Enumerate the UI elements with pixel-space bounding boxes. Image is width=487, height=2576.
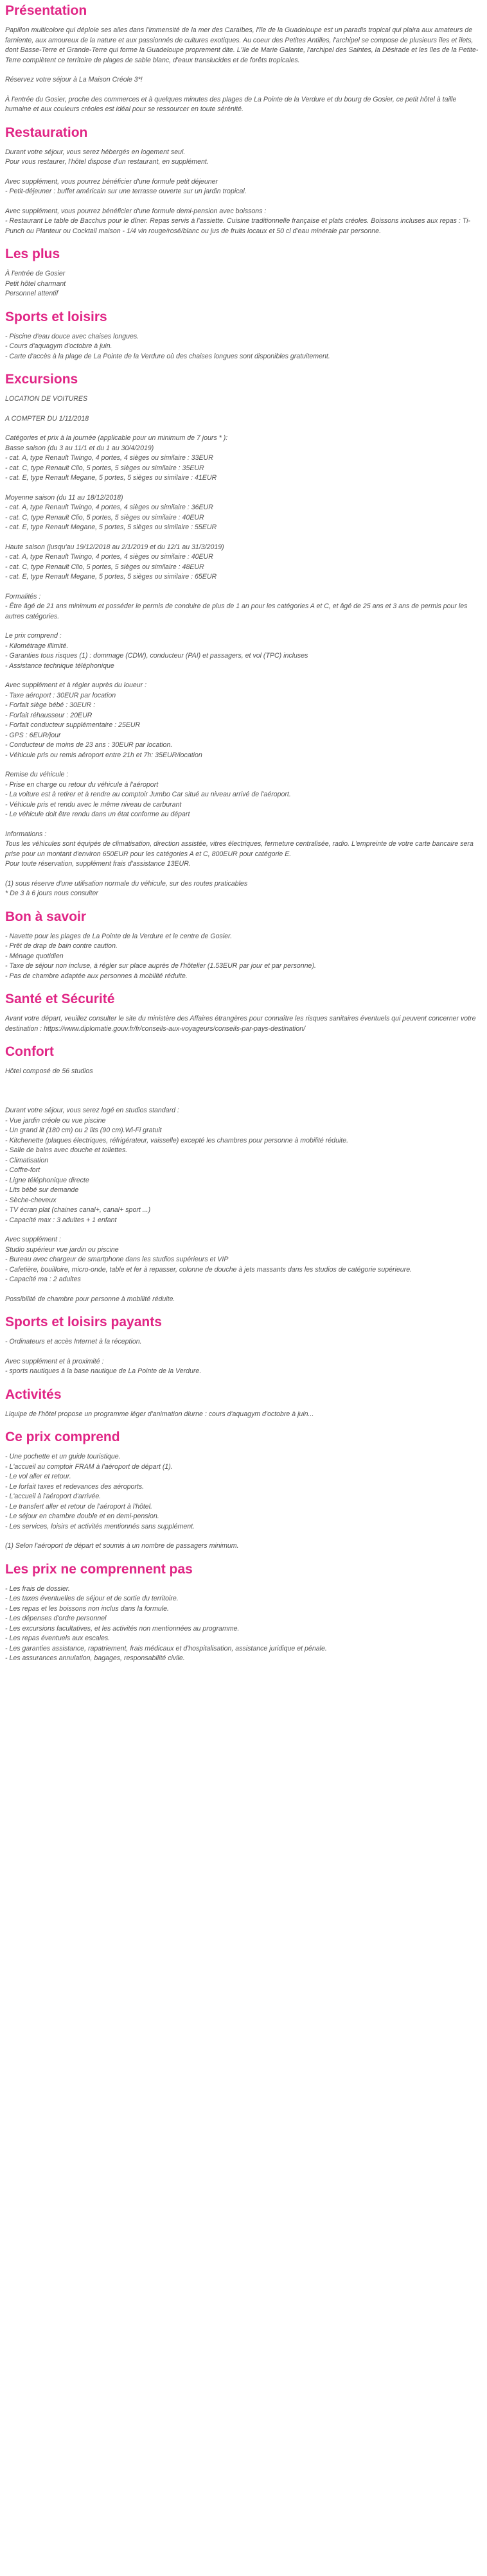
text-line: Studio supérieur vue jardin ou piscine: [5, 1245, 119, 1254]
section-title: Bon à savoir: [5, 909, 87, 924]
paragraph: [5, 543, 482, 583]
text-line: - Forfait réhausseur : 20EUR: [5, 711, 93, 719]
text-line: Personnel attentif: [5, 290, 58, 297]
text-line: - Sèche-cheveux: [5, 1196, 57, 1204]
paragraph: [5, 932, 482, 982]
text-line: - Les dépenses d'ordre personnel: [5, 1615, 107, 1622]
text-line: Tous les véhicules sont équipés de climatisation, direction assistée, vitres électriques, fermeture centralisée, radio. L'empreinte de votre carte bancaire sera prise pour un montant d'environ 650EUR pour les catégories A et C, 800EUR pour catégorie E.: [5, 840, 474, 858]
text-line: À l'entrée du Gosier, proche des commerces et à quelques minutes des plages de La Pointe de la Verdure et du bourg de Gosier, ce petit hôtel à taille humaine et aux couleurs créoles est idéal pour se ressourcer en toute sérénité.: [5, 95, 457, 113]
paragraph: [5, 1295, 482, 1305]
section-sante-et-securite: [5, 991, 482, 1034]
text-line: - cat. E, type Renault Megane, 5 portes, 5 sièges ou similaire : 41EUR: [5, 474, 217, 482]
text-line: - Climatisation: [5, 1156, 49, 1164]
section-title: Les prix ne comprennent pas: [5, 1561, 193, 1577]
section-title: Sports et loisirs: [5, 309, 107, 324]
text-line: Réservez votre séjour à La Maison Créole 3*!: [5, 76, 143, 83]
paragraph: [5, 1337, 482, 1347]
section-title: Sports et loisirs payants: [5, 1315, 162, 1329]
paragraph: [5, 75, 482, 85]
text-line: Avec supplément et à régler auprès du loueur :: [5, 681, 147, 689]
text-line: - Un grand lit (180 cm) ou 2 lits (90 cm).Wi-Fi gratuit: [5, 1126, 162, 1134]
text-line: * De 3 à 6 jours nous consulter: [5, 889, 98, 897]
text-line: - Le transfert aller et retour de l'aéroport à l'hôtel.: [5, 1502, 152, 1511]
text-line: - Ligne téléphonique directe: [5, 1176, 89, 1184]
text-line: - Le vol aller et retour.: [5, 1473, 71, 1480]
text-line: - L'accueil au comptoir FRAM à l'aéroport de départ (1).: [5, 1462, 173, 1471]
paragraph: [5, 269, 482, 299]
section-les-plus: [5, 246, 482, 299]
text-line: Hôtel composé de 56 studios: [5, 1067, 93, 1075]
text-line: - GPS : 6EUR/jour: [5, 731, 61, 739]
paragraph: [5, 631, 482, 671]
paragraph: [5, 1106, 482, 1225]
text-line: A COMPTER DU 1/11/2018: [5, 414, 89, 423]
paragraph: [5, 493, 482, 533]
text-line: - Conducteur de moins de 23 ans : 30EUR par location.: [5, 741, 173, 749]
text-line: - Piscine d'eau douce avec chaises longues.: [5, 332, 139, 340]
text-line: - Forfait conducteur supplémentaire : 25EUR: [5, 721, 141, 729]
paragraph: [5, 26, 482, 66]
text-line: - Petit-déjeuner : buffet américain sur une terrasse ouverte sur un jardin tropical.: [5, 188, 247, 195]
text-line: - Les repas et les boissons non inclus dans la formule.: [5, 1604, 169, 1613]
section-confort: [5, 1044, 482, 1304]
text-line: Petit hôtel charmant: [5, 279, 66, 288]
paragraph: [5, 879, 482, 899]
text-line: (1) Selon l'aéroport de départ et soumis à un nombre de passagers minimum.: [5, 1542, 239, 1550]
paragraph: [5, 394, 482, 405]
text-line: Pour toute réservation, supplément frais d'assistance 13EUR.: [5, 860, 191, 868]
section-title: Confort: [5, 1044, 54, 1059]
text-line: - Véhicule pris et rendu avec le même niveau de carburant: [5, 800, 182, 809]
text-line: - Capacité max : 3 adultes + 1 enfant: [5, 1216, 117, 1224]
paragraph: [5, 830, 482, 870]
text-line: [5, 1087, 482, 1097]
text-line: - Capacité ma : 2 adultes: [5, 1275, 81, 1283]
section-les-prix-ne-comprennent-pas: [5, 1561, 482, 1664]
section-sports-et-loisirs: [5, 309, 482, 362]
text-line: - Taxe aéroport : 30EUR par location: [5, 691, 116, 699]
text-line: Liquipe de l'hôtel propose un programme léger d'animation diurne : cours d'aquagym d'octobre à juin...: [5, 1410, 314, 1418]
text-line: Pour vous restaurer, l'hôtel dispose d'un restaurant, en supplément.: [5, 158, 209, 166]
text-line: - cat. C, type Renault Clio, 5 portes, 5 sièges ou similaire : 48EUR: [5, 563, 204, 571]
section-title: Les plus: [5, 247, 60, 261]
text-line: Durant votre séjour, vous serez logé en studios standard :: [5, 1107, 179, 1114]
section-ce-prix-comprend: [5, 1429, 482, 1552]
paragraph: [5, 207, 482, 237]
paragraph: [5, 1087, 482, 1097]
text-line: Avec supplément, vous pourrez bénéficier d'une formule demi-pension avec boissons :: [5, 207, 267, 215]
paragraph: [5, 1235, 482, 1285]
text-line: - Kitchenette (plaques électriques, réfrigérateur, vaisselle) excepté les chambres pour personne à mobilité réduite.: [5, 1136, 349, 1144]
section-excursions: [5, 371, 482, 899]
text-line: LOCATION DE VOITURES: [5, 395, 88, 403]
paragraph: [5, 770, 482, 820]
section-activites: [5, 1387, 482, 1420]
paragraph: [5, 332, 482, 362]
text-line: - Les services, loisirs et activités mentionnés sans supplément.: [5, 1522, 195, 1530]
section-title: Santé et Sécurité: [5, 992, 115, 1006]
text-line: - Lits bébé sur demande: [5, 1186, 79, 1194]
text-line: - Assistance technique téléphonique: [5, 662, 114, 670]
text-line: - cat. A, type Renault Twingo, 4 portes, 4 sièges ou similaire : 40EUR: [5, 553, 213, 561]
text-line: - Les taxes éventuelles de séjour et de sortie du territoire.: [5, 1595, 179, 1602]
text-line: Le prix comprend :: [5, 632, 62, 640]
text-line: - Cours d'aquagym d'octobre à juin.: [5, 342, 112, 350]
paragraph: [5, 177, 482, 197]
section-presentation: [5, 3, 482, 115]
text-line: - Prêt de drap de bain contre caution.: [5, 942, 118, 950]
text-line: - sports nautiques à la base nautique de La Pointe de la Verdure.: [5, 1367, 202, 1375]
text-line: Durant votre séjour, vous serez hébergés en logement seul.: [5, 148, 186, 156]
section-title: Restauration: [5, 125, 88, 140]
text-line: À l'entrée de Gosier: [5, 270, 66, 277]
text-line: - Navette pour les plages de La Pointe de la Verdure et le centre de Gosier.: [5, 932, 233, 940]
section-title: Ce prix comprend: [5, 1430, 120, 1444]
text-line: Informations :: [5, 830, 47, 838]
text-line: - Cafetière, bouilloire, micro-onde, table et fer à repasser, colonne de douche à jets massants dans les studios de catégorie supérieure.: [5, 1265, 412, 1274]
text-line: - Salle de bains avec douche et toilettes.: [5, 1146, 128, 1154]
paragraph: [5, 1584, 482, 1664]
paragraph: [5, 1067, 482, 1077]
text-line: Avec supplément :: [5, 1236, 61, 1243]
section-sports-et-loisirs-payants: [5, 1314, 482, 1377]
paragraph: [5, 1357, 482, 1377]
text-line: - Ordinateurs et accès Internet à la réception.: [5, 1338, 142, 1345]
text-line: - cat. A, type Renault Twingo, 4 portes, 4 sièges ou similaire : 36EUR: [5, 504, 213, 511]
text-line: - Pas de chambre adaptée aux personnes à mobilité réduite.: [5, 972, 188, 980]
section-restauration: [5, 125, 482, 237]
text-line: Possibilité de chambre pour personne à mobilité réduite.: [5, 1295, 175, 1303]
paragraph: [5, 148, 482, 168]
text-line: - Les garanties assistance, rapatriement, frais médicaux et d'hospitalisation, assistance juridique et pénale.: [5, 1644, 327, 1652]
text-line: Catégories et prix à la journée (applicable pour un minimum de 7 jours * ):: [5, 434, 228, 442]
text-line: - TV écran plat (chaines canal+, canal+ sport ...): [5, 1206, 151, 1214]
text-line: Avec supplément et à proximité :: [5, 1357, 104, 1365]
text-line: - Coffre-fort: [5, 1166, 40, 1174]
text-line: - Une pochette et un guide touristique.: [5, 1453, 121, 1460]
text-line: - cat. C, type Renault Clio, 5 portes, 5 sièges ou similaire : 35EUR: [5, 464, 204, 472]
text-line: - Vue jardin créole ou vue piscine: [5, 1116, 106, 1125]
text-line: - Le séjour en chambre double et en demi-pension.: [5, 1512, 159, 1520]
text-line: Papillon multicolore qui déploie ses ailes dans l'immensité de la mer des Caraïbes, l'île de la Guadeloupe est un paradis tropical qui plaira aux amateurs de farniente, aux amoureux de la nature et aux passionnés de cultures exotiques. Au coeur des Petites Antilles, l'archipel se compose de plusieurs îles et îlets, dont Basse-Terre et Grande-Terre qui forme la Guadeloupe proprement dite. L'île de Marie Galante, l'archipel des Saintes, la Désirade et les îles de la Petite-Terre complètent ce territoire de plages de sable blanc, d'eaux translucides et de forêts tropicales.: [5, 26, 479, 64]
text-line: - Carte d'accès à la plage de La Pointe de la Verdure où des chaises longues sont disponibles gratuitement.: [5, 352, 330, 360]
section-title: Présentation: [5, 3, 87, 18]
text-line: - Les assurances annulation, bagages, responsabilité civile.: [5, 1654, 185, 1662]
paragraph: [5, 1014, 482, 1034]
text-line: (1) sous réserve d'une utilisation normale du véhicule, sur des routes praticables: [5, 879, 248, 888]
text-line: - Les excursions facultatives, et les activités non mentionnées au programme.: [5, 1624, 240, 1633]
section-title: Excursions: [5, 372, 78, 387]
text-line: Haute saison (jusqu'au 19/12/2018 au 2/1/2019 et du 12/1 au 31/3/2019): [5, 543, 224, 551]
paragraph: [5, 1452, 482, 1532]
text-line: Moyenne saison (du 11 au 18/12/2018): [5, 493, 123, 502]
text-line: - Restaurant Le table de Bacchus pour le dîner. Repas servis à l'assiette. Cuisine traditionnelle française et plats créoles. Boissons incluses aux repas : Ti-Punch ou Planteur ou Cocktail maison - 1/4 vin rouge/rosé/blanc ou jus de fruits locaux et 50 cl d'eau minérale par personne.: [5, 217, 471, 235]
text-line: - Forfait siège bébé : 30EUR :: [5, 701, 96, 709]
paragraph: [5, 681, 482, 760]
text-line: - L'accueil à l'aéroport d'arrivée.: [5, 1493, 102, 1500]
text-line: - cat. C, type Renault Clio, 5 portes, 5 sièges ou similaire : 40EUR: [5, 513, 204, 521]
text-line: - Garanties tous risques (1) : dommage (CDW), conducteur (PAI) et passagers, et vol (TPC) incluses: [5, 652, 308, 660]
text-line: - Véhicule pris ou remis aéroport entre 21h et 7h: 35EUR/location: [5, 751, 202, 759]
section-title: Activités: [5, 1387, 62, 1402]
text-line: - Être âgé de 21 ans minimum et posséder le permis de conduire de plus de 1 an pour les catégories A et C, et âgé de 25 ans et 3 ans de permis pour les autres catégories.: [5, 602, 468, 620]
text-line: Avec supplément, vous pourrez bénéficier d'une formule petit déjeuner: [5, 177, 218, 186]
text-line: - Ménage quotidien: [5, 952, 64, 960]
paragraph: [5, 1541, 482, 1552]
paragraph: [5, 1410, 482, 1420]
text-line: - Prise en charge ou retour du véhicule à l'aéroport: [5, 780, 159, 789]
text-line: Avant votre départ, veuillez consulter le site du ministère des Affaires étrangères pour connaître les risques sanitaires éventuels qui peuvent concerner votre destination : https://www.diplomatie.gouv.fr/fr/conseils-aux-voyageurs/conseils-par-pays-destination/: [5, 1015, 476, 1033]
text-line: - Kilométrage illimité.: [5, 642, 69, 650]
text-line: Basse saison (du 3 au 11/1 et du 1 au 30/4/2019): [5, 444, 154, 452]
text-line: - La voiture est à retirer et à rendre au comptoir Jumbo Car situé au niveau arrivé de l'aéroport.: [5, 791, 291, 798]
text-line: - Les frais de dossier.: [5, 1584, 70, 1593]
paragraph: [5, 414, 482, 425]
text-line: - Bureau avec chargeur de smartphone dans les studios supérieurs et VIP: [5, 1256, 229, 1263]
text-line: - Le véhicule doit être rendu dans un état conforme au départ: [5, 810, 190, 818]
section-bon-a-savoir: [5, 909, 482, 982]
paragraph: [5, 592, 482, 622]
text-line: - Taxe de séjour non incluse, à régler sur place auprès de l'hôtelier (1.53EUR par jour et par personne).: [5, 962, 316, 970]
paragraph: [5, 95, 482, 115]
text-line: - cat. A, type Renault Twingo, 4 portes, 4 sièges ou similaire : 33EUR: [5, 454, 213, 462]
paragraph: [5, 434, 482, 484]
text-line: - Le forfait taxes et redevances des aéroports.: [5, 1482, 145, 1491]
text-line: Remise du véhicule :: [5, 771, 69, 778]
text-line: Formalités :: [5, 592, 41, 600]
text-line: - cat. E, type Renault Megane, 5 portes, 5 sièges ou similaire : 65EUR: [5, 573, 217, 581]
text-line: - Les repas éventuels aux escales.: [5, 1634, 111, 1642]
text-line: - cat. E, type Renault Megane, 5 portes, 5 sièges ou similaire : 55EUR: [5, 523, 217, 531]
